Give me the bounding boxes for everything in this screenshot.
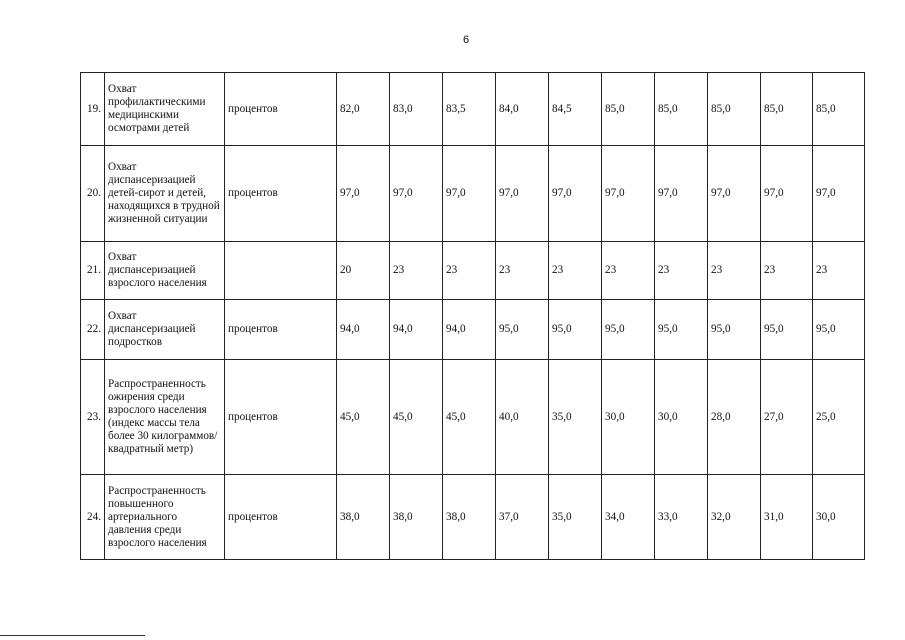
row-number: 22. [81, 300, 105, 360]
indicator-name: Охват диспансеризацией взрослого населения [105, 242, 225, 300]
value-cell: 84,0 [496, 73, 549, 146]
value-cell: 34,0 [602, 475, 655, 560]
value-cell: 85,0 [655, 73, 708, 146]
value-cell: 35,0 [549, 475, 602, 560]
indicator-name: Распространенность повышенного артериального давления среди взрослого населения [105, 475, 225, 560]
value-cell: 23 [761, 242, 813, 300]
value-cell: 45,0 [443, 360, 496, 475]
unit-cell: процентов [225, 300, 337, 360]
unit-cell: процентов [225, 146, 337, 242]
value-cell: 45,0 [337, 360, 390, 475]
value-cell: 85,0 [813, 73, 865, 146]
value-cell: 97,0 [655, 146, 708, 242]
value-cell: 95,0 [602, 300, 655, 360]
value-cell: 23 [813, 242, 865, 300]
value-cell: 23 [655, 242, 708, 300]
value-cell: 95,0 [813, 300, 865, 360]
value-cell: 23 [549, 242, 602, 300]
indicator-name: Охват профилактическими медицинскими осмотрами детей [105, 73, 225, 146]
value-cell: 97,0 [390, 146, 443, 242]
value-cell: 97,0 [549, 146, 602, 242]
value-cell: 38,0 [390, 475, 443, 560]
table-row [81, 242, 865, 300]
table-row [81, 360, 865, 475]
value-cell: 25,0 [813, 360, 865, 475]
table-body [81, 73, 865, 560]
value-cell: 97,0 [761, 146, 813, 242]
indicator-name: Распространенность ожирения среди взрослого населения (индекс массы тела более 30 килограммов/квадратный метр) [105, 360, 225, 475]
value-cell: 85,0 [761, 73, 813, 146]
value-cell: 38,0 [443, 475, 496, 560]
value-cell: 38,0 [337, 475, 390, 560]
indicators-table [80, 72, 865, 560]
value-cell: 95,0 [496, 300, 549, 360]
table-row [81, 73, 865, 146]
value-cell: 30,0 [655, 360, 708, 475]
value-cell: 35,0 [549, 360, 602, 475]
value-cell: 95,0 [761, 300, 813, 360]
table-row [81, 475, 865, 560]
unit-cell: процентов [225, 475, 337, 560]
row-number: 19. [81, 73, 105, 146]
value-cell: 97,0 [496, 146, 549, 242]
unit-cell: процентов [225, 360, 337, 475]
value-cell: 32,0 [708, 475, 761, 560]
indicator-name: Охват диспансеризацией подростков [105, 300, 225, 360]
page-number: 6 [463, 34, 470, 46]
value-cell: 27,0 [761, 360, 813, 475]
value-cell: 23 [390, 242, 443, 300]
unit-cell [225, 242, 337, 300]
value-cell: 95,0 [708, 300, 761, 360]
value-cell: 23 [443, 242, 496, 300]
value-cell: 85,0 [602, 73, 655, 146]
value-cell: 31,0 [761, 475, 813, 560]
unit-cell: процентов [225, 73, 337, 146]
value-cell: 23 [496, 242, 549, 300]
row-number: 23. [81, 360, 105, 475]
value-cell: 84,5 [549, 73, 602, 146]
value-cell: 97,0 [337, 146, 390, 242]
value-cell: 30,0 [813, 475, 865, 560]
value-cell: 23 [602, 242, 655, 300]
table-row [81, 300, 865, 360]
value-cell: 28,0 [708, 360, 761, 475]
row-number: 24. [81, 475, 105, 560]
value-cell: 37,0 [496, 475, 549, 560]
value-cell: 30,0 [602, 360, 655, 475]
value-cell: 95,0 [655, 300, 708, 360]
value-cell: 97,0 [813, 146, 865, 242]
value-cell: 20 [337, 242, 390, 300]
value-cell: 94,0 [337, 300, 390, 360]
value-cell: 82,0 [337, 73, 390, 146]
row-number: 20. [81, 146, 105, 242]
value-cell: 95,0 [549, 300, 602, 360]
value-cell: 33,0 [655, 475, 708, 560]
value-cell: 97,0 [443, 146, 496, 242]
footnote-separator [0, 635, 145, 636]
value-cell: 94,0 [443, 300, 496, 360]
value-cell: 94,0 [390, 300, 443, 360]
row-number: 21. [81, 242, 105, 300]
indicator-name: Охват диспансеризацией детей-сирот и детей, находящихся в трудной жизненной ситуации [105, 146, 225, 242]
value-cell: 23 [708, 242, 761, 300]
value-cell: 45,0 [390, 360, 443, 475]
value-cell: 83,5 [443, 73, 496, 146]
value-cell: 97,0 [708, 146, 761, 242]
table-row [81, 146, 865, 242]
value-cell: 83,0 [390, 73, 443, 146]
value-cell: 40,0 [496, 360, 549, 475]
value-cell: 97,0 [602, 146, 655, 242]
value-cell: 85,0 [708, 73, 761, 146]
